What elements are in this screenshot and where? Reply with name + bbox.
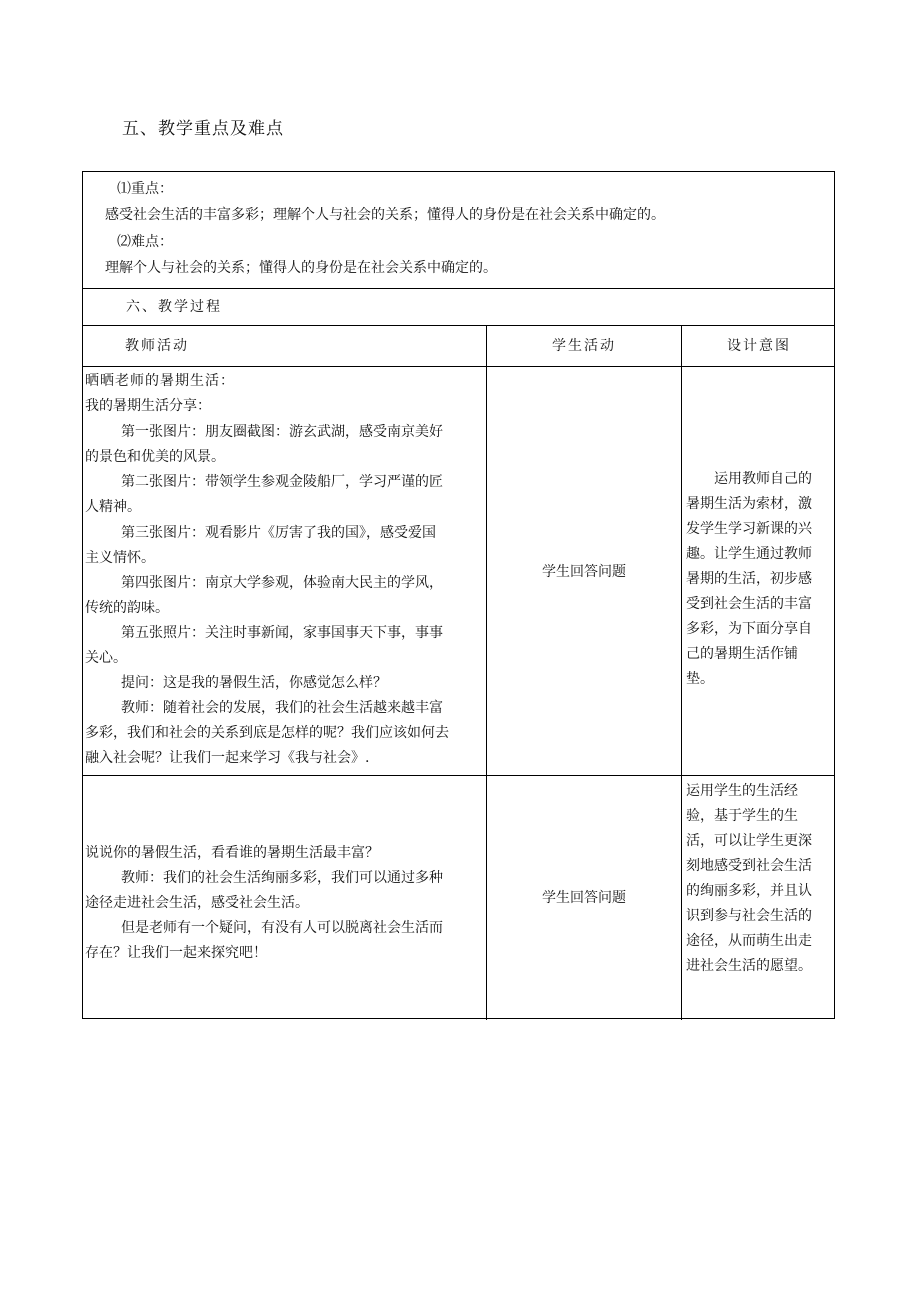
divider bbox=[83, 288, 834, 289]
row1-teacher-line: 传统的韵味。 bbox=[85, 600, 169, 616]
row1-design-line: 暑期的生活，初步感 bbox=[686, 571, 812, 587]
row1-design-line: 趣。让学生通过教师 bbox=[686, 546, 812, 562]
row2-teacher-line: 存在？让我们一起来探究吧！ bbox=[85, 945, 267, 961]
row1-teacher-line: 融入社会呢？让我们一起来学习《我与社会》. bbox=[85, 750, 370, 766]
divider bbox=[83, 366, 834, 367]
row2-design-line: 运用学生的生活经 bbox=[686, 783, 798, 799]
key-point-text: 感受社会生活的丰富多彩；理解个人与社会的关系；懂得人的身份是在社会关系中确定的。 bbox=[105, 207, 665, 223]
key-point-label: ⑴重点： bbox=[117, 181, 173, 197]
row2-teacher-line: 教师：我们的社会生活绚丽多彩，我们可以通过多种 bbox=[121, 870, 443, 886]
divider bbox=[83, 775, 834, 776]
row1-design-line: 垫。 bbox=[686, 671, 714, 687]
row1-teacher-line: 教师：随着社会的发展，我们的社会生活越来越丰富 bbox=[121, 700, 443, 716]
row1-teacher-line: 第二张图片：带领学生参观金陵船厂，学习严谨的匠 bbox=[121, 474, 443, 490]
row1-design-line: 发学生学习新课的兴 bbox=[686, 521, 812, 537]
row1-design-line: 多彩，为下面分享自 bbox=[686, 621, 812, 637]
lesson-table bbox=[82, 171, 835, 1019]
row1-teacher-line: 主义情怀。 bbox=[85, 550, 155, 566]
row1-design-line: 受到社会生活的丰富 bbox=[686, 596, 812, 612]
row2-teacher-line: 途径走进社会生活，感受社会生活。 bbox=[85, 895, 309, 911]
section-six-title: 六、教学过程 bbox=[126, 299, 222, 315]
design-intent-header: 设计意图 bbox=[727, 338, 791, 354]
row1-teacher-line: 第五张照片：关注时事新闻，家事国事天下事，事事 bbox=[121, 625, 443, 641]
row2-design-line: 的绚丽多彩，并且认 bbox=[686, 883, 812, 899]
row1-design-line: 己的暑期生活作铺 bbox=[686, 646, 798, 662]
row1-teacher-line: 人精神。 bbox=[85, 499, 141, 515]
row1-teacher-line: 的景色和优美的风景。 bbox=[85, 449, 225, 465]
difficult-point-label: ⑵难点： bbox=[117, 234, 173, 250]
teacher-activity-header: 教师活动 bbox=[125, 338, 189, 354]
difficult-point-text: 理解个人与社会的关系；懂得人的身份是在社会关系中确定的。 bbox=[105, 260, 497, 276]
row1-teacher-line: 提问：这是我的暑假生活，你感觉怎么样？ bbox=[121, 675, 387, 691]
row2-design-line: 进社会生活的愿望。 bbox=[686, 958, 812, 974]
column-divider bbox=[486, 325, 487, 1020]
row2-design-line: 识到参与社会生活的 bbox=[686, 908, 812, 924]
row1-teacher-line: 我的暑期生活分享： bbox=[85, 398, 211, 414]
row1-design-line: 暑期生活为索材，激 bbox=[686, 496, 812, 512]
row1-design-line: 运用教师自己的 bbox=[714, 471, 812, 487]
row1-teacher-line: 关心。 bbox=[85, 650, 127, 666]
section-five-title: 五、教学重点及难点 bbox=[122, 119, 284, 139]
row2-teacher-line: 但是老师有一个疑问，有没有人可以脱离社会生活而 bbox=[121, 920, 443, 936]
row2-teacher-line: 说说你的暑假生活，看看谁的暑期生活最丰富？ bbox=[85, 845, 379, 861]
row2-design-line: 活，可以让学生更深 bbox=[686, 833, 812, 849]
row1-teacher-line: 晒晒老师的暑期生活： bbox=[85, 373, 235, 389]
row1-teacher-line: 第四张图片：南京大学参观，体验南大民主的学风， bbox=[121, 575, 443, 591]
row1-student-activity: 学生回答问题 bbox=[542, 564, 626, 580]
student-activity-header: 学生活动 bbox=[552, 338, 616, 354]
column-divider bbox=[681, 325, 682, 1020]
row2-student-activity: 学生回答问题 bbox=[542, 890, 626, 906]
divider bbox=[83, 325, 834, 326]
row2-design-line: 途径，从而萌生出走 bbox=[686, 933, 812, 949]
row1-teacher-line: 第三张图片：观看影片《厉害了我的国》，感受爱国 bbox=[121, 525, 436, 541]
row2-design-line: 刻地感受到社会生活 bbox=[686, 858, 812, 874]
row1-teacher-line: 第一张图片：朋友圈截图：游玄武湖，感受南京美好 bbox=[121, 424, 443, 440]
row2-design-line: 验，基于学生的生 bbox=[686, 808, 798, 824]
row1-teacher-line: 多彩，我们和社会的关系到底是怎样的呢？我们应该如何去 bbox=[85, 725, 449, 741]
